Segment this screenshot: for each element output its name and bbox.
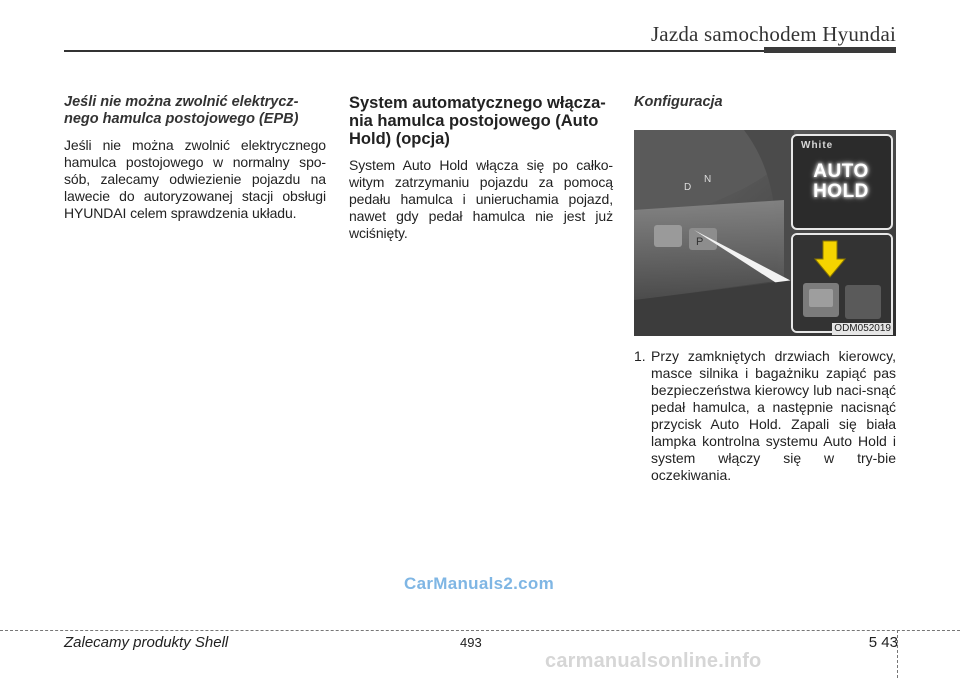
configuration-subheading: Konfiguracja <box>634 94 723 110</box>
step-number: 1. <box>634 348 646 364</box>
bottom-watermark: carmanualsonline.info <box>545 650 762 672</box>
badge-line-hold: HOLD <box>813 181 869 202</box>
column-configuration <box>634 94 896 484</box>
page-number: 493 <box>460 635 482 650</box>
column-auto-hold <box>349 94 613 242</box>
footer-rule <box>0 630 960 631</box>
section-title: Jazda samochodem Hyundai <box>650 22 896 46</box>
auto-hold-indicator-icon <box>811 162 871 212</box>
header-accent-bar <box>764 47 896 53</box>
svg-text:N: N <box>704 174 712 185</box>
auto-hold-button-inset <box>791 233 893 333</box>
epb-paragraph: Jeśli nie można zwolnić elektrycznego hamulca postojowego w normalny spo-sób, zalecamy odwiezienie pojazdu na lawecie do autoryzowanej stacji obsługi HYUNDAI celem sprawdzenia układu. <box>64 137 326 221</box>
step-item <box>634 348 896 484</box>
step-text: Przy zamkniętych drzwiach kierowcy, masce silnika i bagażniku zapiąć pas bezpieczeństwa kierowcy lub naci-snąć pedał hamulca, a następnie nacisnąć przycisk Auto Hold. Zapali się biała lampka kontrolna systemu Auto Hold i system włączy się w try-bie oczekiwania. <box>651 348 896 483</box>
auto-hold-heading: System automatycznego włącza-nia hamulca postojowego (Auto Hold) (opcja) <box>349 94 606 148</box>
figure-code: ODM052019 <box>834 323 891 334</box>
svg-text:D: D <box>684 182 692 193</box>
badge-line-auto: AUTO <box>813 161 869 182</box>
indicator-color-label: White <box>801 140 834 151</box>
auto-hold-indicator-inset <box>791 134 893 230</box>
auto-hold-figure <box>634 130 896 336</box>
chapter-page-number: 5 43 <box>868 634 898 651</box>
auto-hold-paragraph: System Auto Hold włącza się po całko-witym zatrzymaniu pojazdu za pomocą pedału hamulca i unieruchamia pojazd, nawet gdy pedał hamulca nie jest już wciśnięty. <box>349 157 613 241</box>
auto-hold-button-illustration <box>793 235 891 331</box>
epb-subheading: Jeśli nie można zwolnić elektrycz-nego hamulca postojowego (EPB) <box>64 94 299 127</box>
site-watermark[interactable]: CarManuals2.com <box>404 574 554 593</box>
column-epb-release <box>64 94 326 222</box>
configuration-steps <box>634 348 896 484</box>
footer-left-text: Zalecamy produkty Shell <box>64 634 229 651</box>
svg-text:P: P <box>696 236 704 248</box>
